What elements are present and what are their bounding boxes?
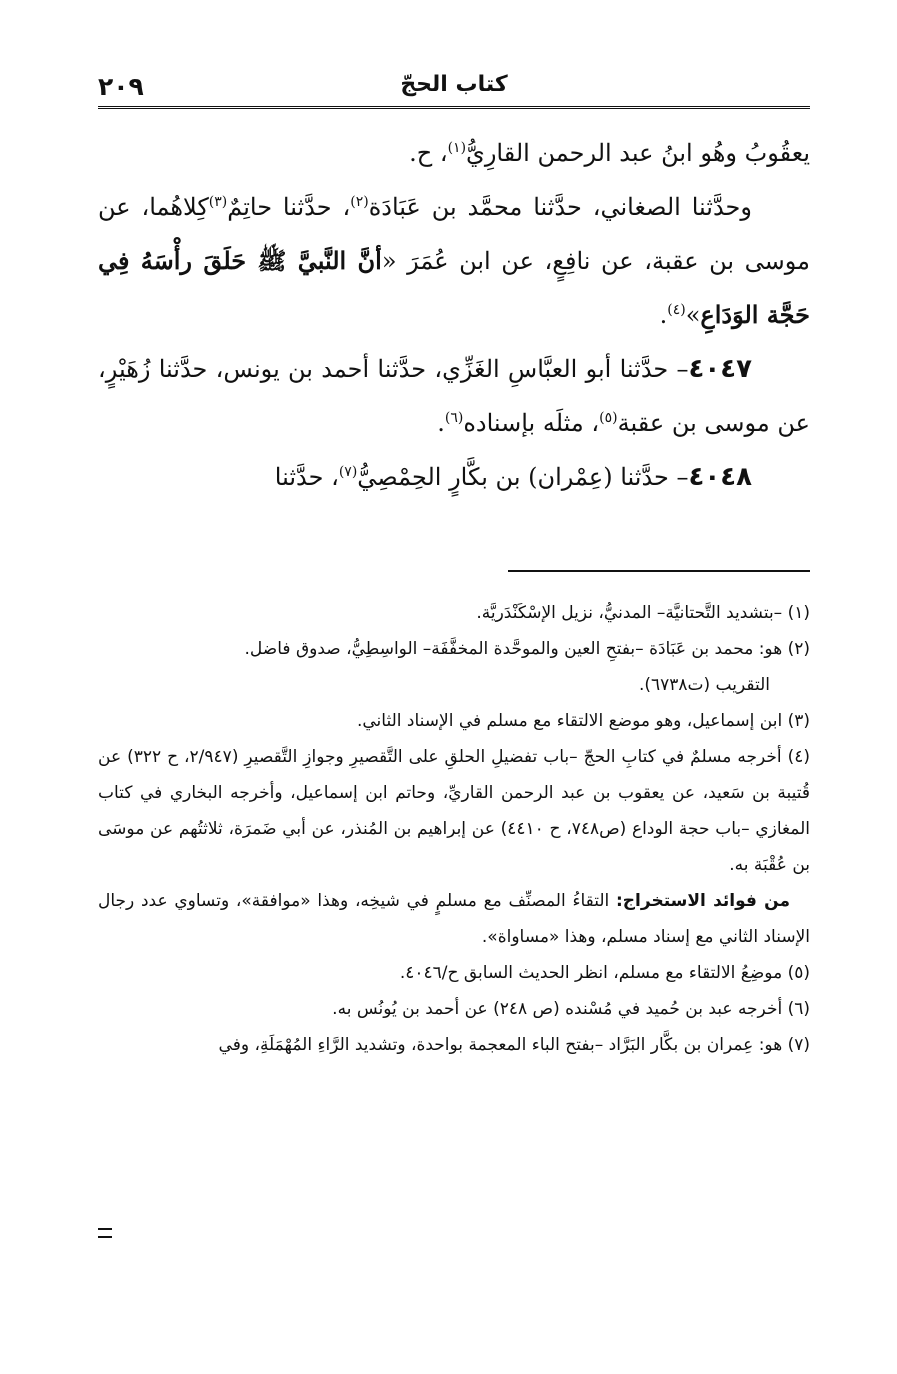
footnote-ref-4: (٤): [667, 302, 686, 318]
footnote-2-continued: التقريب (ت٦٧٣٨).: [638, 675, 770, 695]
running-title: كتاب الحجّ: [400, 72, 508, 97]
footnote-4: (٤) أخرجه مسلمٌ في كتابِ الحجّ –باب تفضيلِ الحلقِ على التَّقصيرِ وجوازِ التَّقصيرِ (٢/٩٤٧، ح ٣٢٢) عن قُتيبة بن سَعيد، عن يعقوب بن عبد الرحمن القاريِّ، وحاتم ابن إسماعيل، وأخرجه البخاري في كتاب المغازي –باب حجة الوداع (ص٧٤٨، ح ٤٤١٠) عن إبراهيم بن المُنذر، عن أبي ضَمرَة، ثلاثتُهم عن موسَى بن عُقْبَة به.: [98, 747, 810, 875]
paragraph-1: يعقُوبُ وهُو ابنُ عبد الرحمن القارِيُّ$^{(١)}$، ح.: [409, 139, 810, 167]
page-number: ٢٠٩: [98, 72, 144, 101]
benefits-label: من فوائد الاستخراج:: [616, 891, 790, 911]
footnote-ref-1: (١): [447, 140, 467, 156]
continuation-mark: [98, 1228, 112, 1238]
footnote-1: (١) –بتشديد التَّحتانيَّة– المدنيُّ، نزيل الإسْكَنْدَريَّة.: [476, 603, 810, 623]
page-header: [98, 70, 810, 106]
footnote-ref-3: (٣): [208, 194, 228, 210]
header-rule: [98, 106, 810, 109]
footnote-5: (٥) موضِعُ الالتقاء مع مسلم، انظر الحديث السابق ح/٤٠٤٦.: [399, 963, 810, 983]
footnote-7: (٧) هو: عِمران بن بكَّار البَرَّاد –بفتح الباء المعجمة بواحدة، وتشديد الرَّاءِ المُهْمَلَةِ، وفي: [218, 1035, 810, 1055]
footnote-separator: [508, 570, 810, 572]
footnotes: [98, 595, 810, 1063]
hadith-number: ٤٠٤٧: [688, 354, 752, 384]
footnote-ref-5: (٥): [599, 410, 618, 426]
footnote-ref-6: (٦): [444, 410, 464, 426]
footnote-ref-7: (٧): [338, 464, 358, 480]
footnote-6: (٦) أخرجه عبد بن حُميد في مُسْنده (ص ٢٤٨) عن أحمد بن يُونُس به.: [332, 999, 810, 1019]
hadith-4047: ٤٠٤٧– حدَّثنا أبو العبَّاسِ الغَزِّي، حدَّثنا أحمد بن يونس، حدَّثنا زُهَيْرٍ، عن موسى بن عقبة$^{(٥)}$، مثلَه بإسناده$^{(٦)}$.: [98, 354, 810, 437]
footnote-3: (٣) ابن إسماعيل، وهو موضع الالتقاء مع مسلم في الإسناد الثاني.: [356, 711, 810, 731]
hadith-4048: ٤٠٤٨– حدَّثنا (عِمْران) بن بكَّارٍ الحِمْصِيُّ$^{(٧)}$، حدَّثنا: [274, 462, 752, 492]
hadith-number: ٤٠٤٨: [688, 462, 752, 492]
paragraph-2: وحدَّثنا الصغاني، حدَّثنا محمَّد بن عَبَادَة$^{(٢)}$، حدَّثنا حاتِمٌ$^{(٣)}$كِلاهُما، عن موسى بن عقبة، عن نافِعٍ، عن ابن عُمَرَ «أنَّ النَّبيَّ ﷺ حَلَقَ رأْسَهُ فِي حَجَّة الوَدَاعِ»$^{(٤)}$.: [98, 193, 810, 329]
footnote-2: (٢) هو: محمد بن عَبَادَة –بفتحِ العين والموحَّدة المخفَّفَة– الواسِطِيُّ، صدوق فاضل.: [244, 639, 810, 659]
hadith-matn: أنَّ النَّبيَّ ﷺ حَلَقَ رأْسَهُ فِي حَجَّة الوَدَاعِ: [98, 246, 810, 329]
footnote-4-benefits: من فوائد الاستخراج: التقاءُ المصنِّف مع مسلمٍ في شيخِه، وهذا «موافقة»، وتساوي عدد رجال الإسناد الثاني مع إسناد مسلم، وهذا «مساواة».: [98, 891, 810, 947]
main-text: [98, 126, 810, 504]
footnote-ref-2: (٢): [350, 194, 369, 210]
